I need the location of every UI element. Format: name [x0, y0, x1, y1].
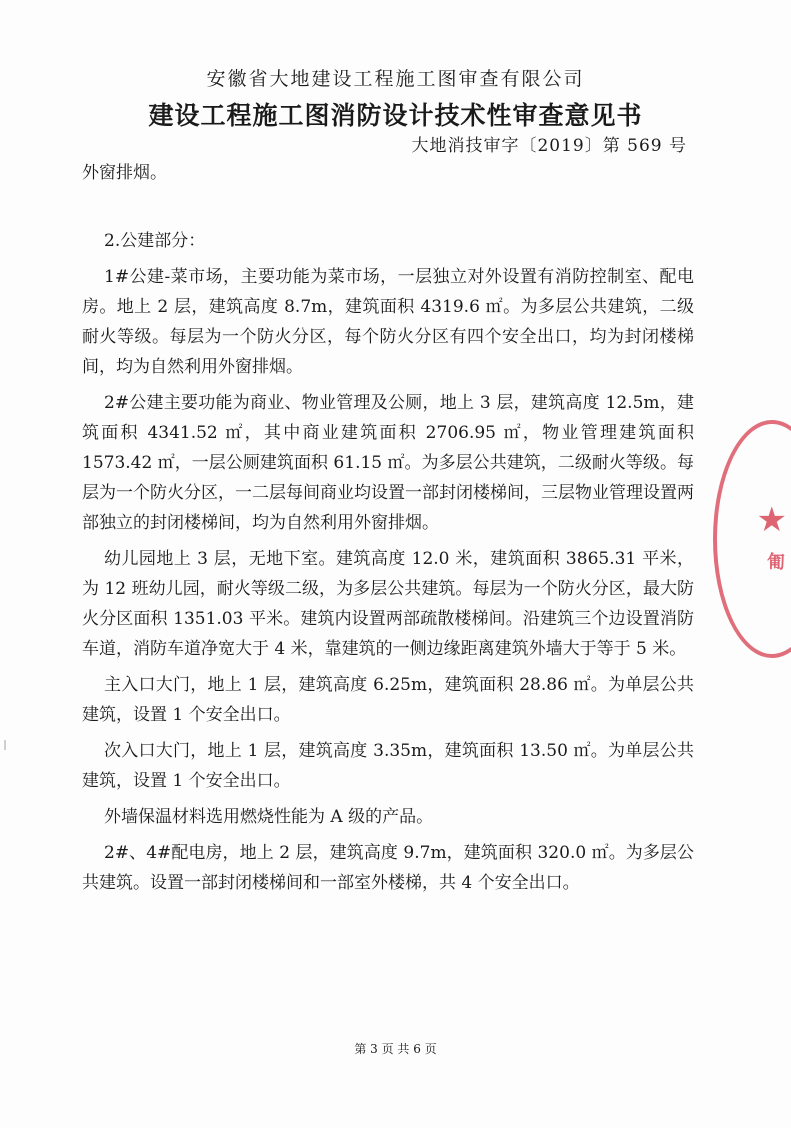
- paragraph-4: 幼儿园地上 3 层，无地下室。建筑高度 12.0 米，建筑面积 3865.31 平米，为 12 班幼儿园，耐火等级二级，为多层公共建筑。每层为一个防火分区，最大防火分区面积 1351.03 平米。建筑内设置两部疏散楼梯间。沿建筑三个边设置消防车道，消防车道净宽大于 4 米，靠建筑的一侧边缘距离建筑外墙大于等于 5 米。: [82, 549, 694, 659]
- paragraph-5: 主入口大门，地上 1 层，建筑高度 6.25m，建筑面积 28.86 ㎡。为单层公共建筑，设置 1 个安全出口。: [82, 675, 694, 725]
- paragraph-0: 外窗排烟。: [82, 163, 167, 183]
- organization-name: 安徽省大地建设工程施工图审查有限公司: [206, 68, 585, 90]
- paragraph-7: 外墙保温材料选用燃烧性能为 A 级的产品。: [104, 807, 434, 827]
- paragraph-6: 次入口大门，地上 1 层，建筑高度 3.35m，建筑面积 13.50 ㎡。为单层公共建筑，设置 1 个安全出口。: [82, 741, 694, 791]
- scan-artifact: [4, 740, 6, 750]
- paragraph-8: 2#、4#配电房，地上 2 层，建筑高度 9.7m，建筑面积 320.0 ㎡。为多层公共建筑。设置一部封闭楼梯间和一部室外楼梯，共 4 个安全出口。: [82, 843, 694, 893]
- seal-star-icon: ★: [756, 500, 787, 540]
- page-footer: 第 3 页 共 6 页: [354, 1042, 437, 1056]
- document-title: 建设工程施工图消防设计技术性审查意见书: [148, 101, 643, 130]
- paragraph-2: 1#公建-菜市场，主要功能为菜市场，一层独立对外设置有消防控制室、配电房。地上 2 层，建筑高度 8.7m，建筑面积 4319.6 ㎡。为多层公共建筑，二级耐火等级。每层为一个防火分区，每个防火分区有四个安全出口，均为封闭楼梯间，均为自然利用外窗排烟。: [82, 267, 694, 377]
- document-body: [82, 158, 694, 904]
- paragraph-3: 2#公建主要功能为商业、物业管理及公厕，地上 3 层，建筑高度 12.5m，建筑面积 4341.52 ㎡，其中商业建筑面积 2706.95 ㎡，物业管理建筑面积 1573.42 ㎡，一层公厕建筑面积 61.15 ㎡。为多层公共建筑，二级耐火等级。每层为一个防火分区，一二层每间商业均设置一部封闭楼梯间，三层物业管理设置两部独立的封闭楼梯间，均为自然利用外窗排烟。: [82, 393, 694, 533]
- seal-text: 匍: [767, 552, 785, 573]
- paragraph-1: 2.公建部分：: [104, 231, 206, 251]
- document-number: 大地消技审字〔2019〕第 569 号: [411, 136, 687, 156]
